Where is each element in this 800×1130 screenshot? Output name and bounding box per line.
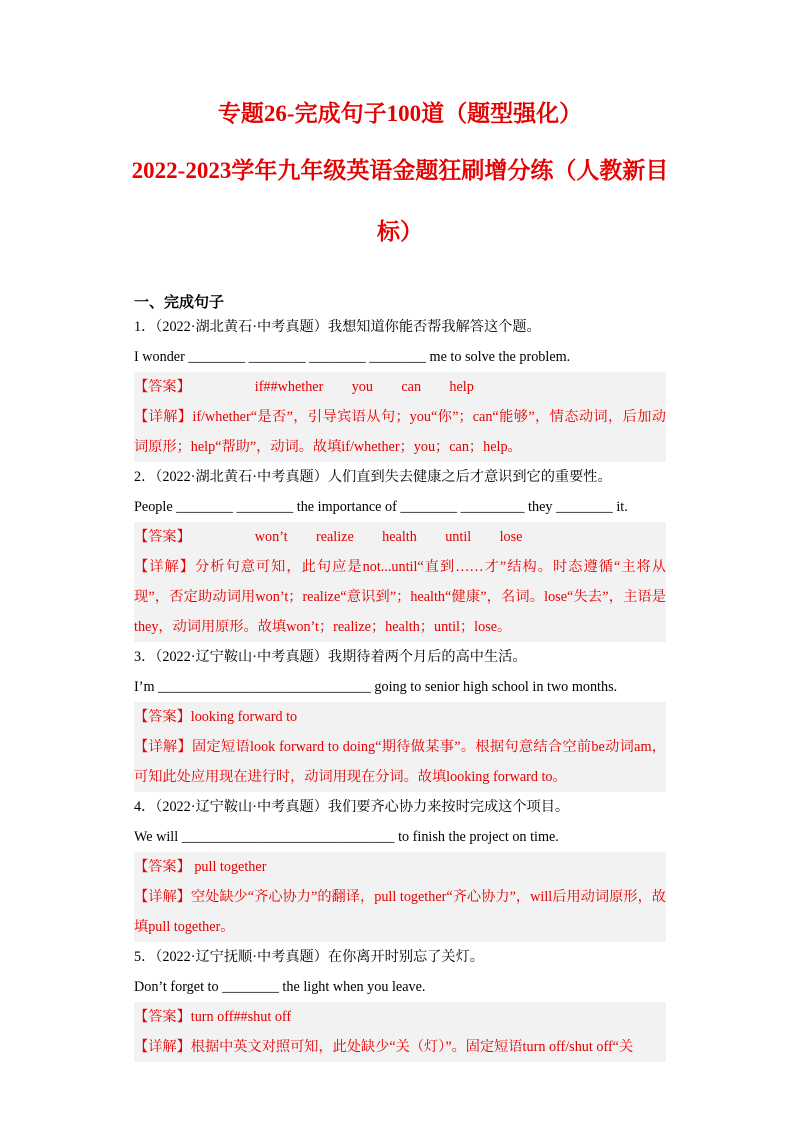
question-prompt: 5．（2022·辽宁抚顺·中考真题）在你离开时别忘了关灯。 bbox=[134, 949, 484, 965]
question-sentence: I wonder ________ ________ ________ ________ me to solve the problem. bbox=[134, 349, 571, 365]
answer-label: 【答案】 bbox=[134, 1009, 191, 1025]
answer-row bbox=[134, 522, 666, 552]
answer-block bbox=[134, 1002, 666, 1062]
answer-block bbox=[134, 522, 666, 642]
explanation-text: 【详解】分析句意可知，此句应是not...until“直到……才”结构。时态遵循“主将从现”，否定助动词用won’t；realize“意识到”；health“健康”，名词。lose“失去”，主语是they，动词用原形。故填won’t；realize；health；until；lose。 bbox=[134, 559, 666, 635]
question-sentence: People ________ ________ the importance of ________ _________ they ________ it. bbox=[134, 499, 628, 515]
question-prompt: 1．（2022·湖北黄石·中考真题）我想知道你能否帮我解答这个题。 bbox=[134, 319, 541, 335]
question-sentence: I’m ______________________________ going to senior high school in two months. bbox=[134, 679, 618, 695]
answer-label: 【答案】 bbox=[134, 859, 191, 875]
question-sentence: Don’t forget to ________ the light when you leave. bbox=[134, 979, 426, 995]
question-prompt: 2．（2022·湖北黄石·中考真题）人们直到失去健康之后才意识到它的重要性。 bbox=[134, 469, 612, 485]
section-heading: 一、完成句子 bbox=[134, 295, 225, 311]
answer-block bbox=[134, 702, 666, 792]
question-item bbox=[134, 792, 666, 942]
answer-text: won’t realize health until lose bbox=[254, 529, 523, 545]
question-item bbox=[134, 642, 666, 792]
answer-row bbox=[134, 852, 666, 882]
answer-row bbox=[134, 702, 666, 732]
explanation-text: 【详解】固定短语look forward to doing“期待做某事”。根据句意结合空前be动词am，可知此处应用现在进行时，动词用现在分词。故填looking forward to。 bbox=[134, 739, 666, 785]
answer-text: if##whether you can help bbox=[254, 379, 474, 395]
explanation-text: 【详解】空处缺少“齐心协力”的翻译，pull together“齐心协力”，will后用动词原形，故填pull together。 bbox=[134, 889, 666, 935]
explanation-text: 【详解】根据中英文对照可知，此处缺少“关（灯）”。固定短语turn off/shut off“关 bbox=[134, 1039, 634, 1055]
answer-row bbox=[134, 1002, 666, 1032]
answer-block bbox=[134, 852, 666, 942]
question-sentence: We will ______________________________ to finish the project on time. bbox=[134, 829, 559, 845]
answer-row bbox=[134, 372, 666, 402]
document-title-line-2: 2022-2023学年九年级英语金题狂刷增分练（人教新目 bbox=[131, 158, 669, 183]
answer-text: pull together bbox=[190, 859, 267, 875]
document-title-line-1: 专题26-完成句子100道（题型强化） bbox=[217, 101, 583, 126]
answer-text: turn off##shut off bbox=[190, 1009, 292, 1025]
question-item bbox=[134, 312, 666, 462]
answer-label: 【答案】 bbox=[134, 529, 191, 545]
question-list bbox=[134, 312, 666, 1062]
question-prompt: 4．（2022·辽宁鞍山·中考真题）我们要齐心协力来按时完成这个项目。 bbox=[134, 799, 570, 815]
answer-block bbox=[134, 372, 666, 462]
answer-text: looking forward to bbox=[190, 709, 298, 725]
explanation-text: 【详解】if/whether“是否”，引导宾语从句；you“你”；can“能够”，情态动词，后加动词原形；help“帮助”，动词。故填if/whether；you；can；help。 bbox=[134, 409, 666, 455]
document-title-line-3: 标） bbox=[377, 219, 423, 244]
answer-label: 【答案】 bbox=[134, 709, 191, 725]
question-item bbox=[134, 942, 666, 1062]
question-prompt: 3．（2022·辽宁鞍山·中考真题）我期待着两个月后的高中生活。 bbox=[134, 649, 527, 665]
question-item bbox=[134, 462, 666, 642]
answer-label: 【答案】 bbox=[134, 379, 191, 395]
